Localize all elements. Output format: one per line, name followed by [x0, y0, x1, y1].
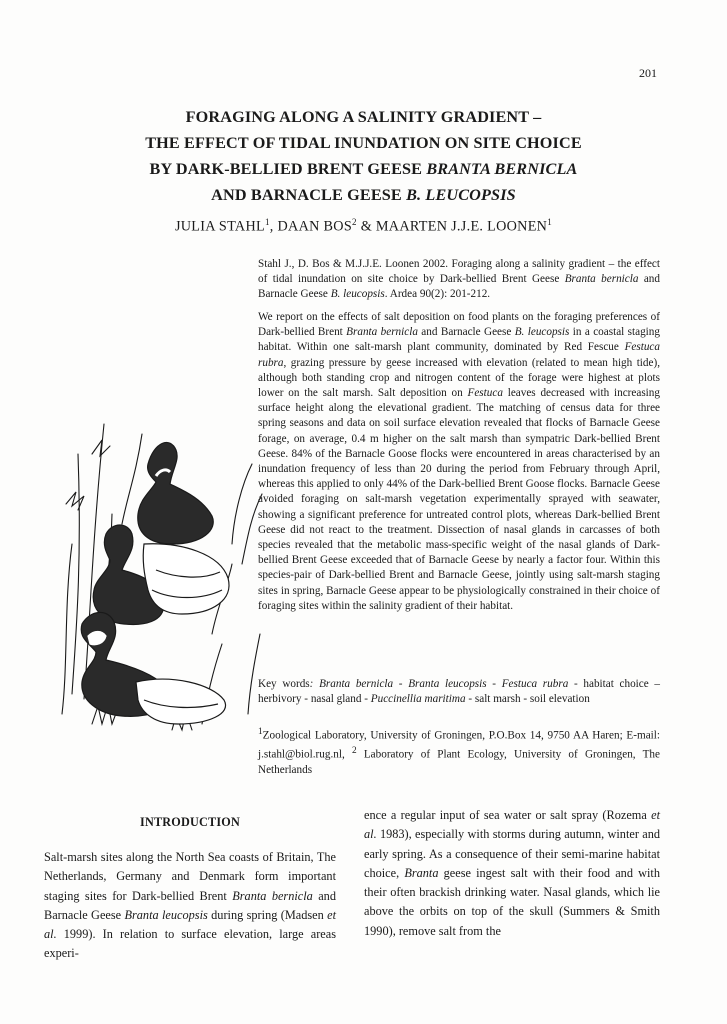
affiliation-marker: 2	[352, 217, 357, 227]
citation-species: B. leucopsis	[330, 288, 385, 301]
intro-text: 1983), especially with storms during autumn, winter and early spring. As a consequence of their semi-marine habitat choice,	[364, 827, 660, 880]
section-heading: INTRODUCTION	[140, 815, 240, 829]
intro-left-column	[44, 848, 336, 964]
title-line-1: FORAGING ALONG A SALINITY GRADIENT –	[185, 108, 542, 126]
intro-right-column	[364, 806, 660, 941]
citation-text: and Barnacle Geese	[258, 273, 660, 301]
keywords-label: Key words	[258, 678, 310, 690]
abstract-text: in a coastal staging habitat. Within one salt-marsh plant community, dominated by Red Fescue	[258, 326, 660, 354]
keywords	[258, 677, 660, 707]
citation	[258, 257, 660, 303]
page-number: 201	[639, 66, 657, 80]
abstract	[258, 310, 660, 614]
affiliation-marker: 1	[258, 727, 263, 737]
keyword-separator: -	[393, 678, 409, 690]
abstract-text: leaves decreased with increasing surface height along the elevational gradient. The matching of census data for three spring seasons and data on soil surface elevation revealed that flocks of Barnacle Geese forage, on average, 0.4 m higher on the salt marsh than sympatric Dark-bellied Brent Geese. 84% of the Barnacle Goose flocks were encountered in areas characterised by an inundation frequency of less than 20 during the period from February through April, whereas this applied to only 44% of the Dark-bellied Brent Goose flocks. Barnacle Geese avoided foraging on salt-marsh vegetation experimentally sprayed with seawater, showing a significant preference for untreated control plots, whereas Dark-bellied Brent Geese did not react to the treatment. Dissection of nasal glands in carcasses of both species revealed that the metabolic mass-specific weight of the nasal glands of Dark-bellied Brent Geese exceeded that of Barnacle Geese by nearly a factor four. Within this species-pair of Dark-bellied Brent and Barnacle Geese, jointly using salt-marsh staging sites in spring, Barnacle Geese appear to be physiologically constrained in their choice of foraging sites within the salinity gradient of their habitat.	[258, 387, 660, 612]
title-line-4	[40, 182, 687, 208]
abstract-text: and Barnacle Geese	[417, 326, 515, 339]
author-name: & MAARTEN J.J.E. LOONEN	[356, 218, 548, 235]
affiliation-text: Laboratory of Plant Ecology, University of Groningen, The Netherlands	[258, 748, 660, 776]
intro-species: Branta leucopsis	[124, 907, 208, 922]
intro-citation-etal: et al.	[44, 907, 337, 942]
abstract-text: We report on the effects of salt deposition on food plants on the foraging preferences of Dark-bellied Brent	[258, 311, 660, 339]
title-text: BY DARK-BELLIED BRENT GEESE	[149, 160, 427, 178]
intro-text: during spring (Madsen	[207, 907, 328, 922]
title-text: AND BARNACLE GEESE	[211, 186, 407, 204]
keyword-text: - salt marsh - soil elevation	[465, 693, 590, 706]
keyword: Puccinellia maritima	[370, 693, 466, 706]
intro-text: ence a regular input of sea water or salt spray (Rozema	[364, 808, 652, 822]
intro-text: and Barnacle Geese	[44, 888, 336, 922]
abstract-species: B. leucopsis	[514, 326, 570, 339]
affiliation-marker: 1	[547, 217, 553, 227]
abstract-species: Branta bernicla	[346, 326, 418, 339]
keyword: Festuca rubra	[501, 678, 569, 690]
keyword: Branta bernicla	[319, 678, 394, 690]
intro-text: geese ingest salt with their food and with their often brackish drinking water. Nasal glands, which lie above the orbits on top of the skull (Summers & Smith 1990), remove salt from the	[364, 865, 660, 938]
article-title	[40, 104, 687, 208]
affiliation-marker: 2	[351, 745, 357, 756]
keyword: Branta leucopsis	[408, 678, 487, 690]
author-name: JULIA STAHL	[174, 218, 265, 235]
keywords-separator: :	[309, 678, 320, 690]
keyword-separator: -	[486, 678, 502, 690]
author-name: , DAAN BOS	[269, 218, 353, 235]
citation-text: . Ardea 90(2): 201-212.	[384, 288, 491, 301]
affiliation-text: Zoological Laboratory, University of Groningen, P.O.Box 14, 9750 AA Haren; E-mail: j.stahl@biol.rug.nl,	[258, 729, 660, 761]
keyword-text: - habitat choice – herbivory - nasal gland -	[258, 678, 660, 706]
title-species-name: B. LEUCOPSIS	[406, 186, 516, 204]
intro-text: Salt-marsh sites along the North Sea coasts of Britain, The Netherlands, Germany and Denmark form important staging sites for Dark-bellied Brent	[44, 850, 336, 903]
affiliations	[258, 725, 660, 778]
abstract-species: Festuca	[467, 387, 503, 400]
intro-species: Branta	[404, 865, 439, 880]
intro-text: 1999). In relation to surface elevation, large areas experi-	[44, 927, 336, 961]
title-species-name: BRANTA BERNICLA	[426, 160, 578, 178]
citation-text: Stahl J., D. Bos & M.J.J.E. Loonen 2002. Foraging along a salinity gradient – the effect of tidal inundation on site choice by Dark-bellied Brent Geese	[258, 258, 660, 286]
abstract-species: Festuca rubra	[258, 341, 660, 369]
intro-citation-etal: et al.	[364, 808, 660, 842]
intro-species: Branta bernicla	[232, 888, 313, 903]
author-list	[40, 217, 687, 236]
title-line-2: THE EFFECT OF TIDAL INUNDATION ON SITE CHOICE	[145, 134, 582, 152]
title-line-3	[40, 156, 687, 182]
affiliation-marker: 1	[264, 217, 270, 227]
geese-illustration	[52, 394, 264, 734]
citation-species: Branta bernicla	[564, 273, 639, 286]
abstract-text: , grazing pressure by geese increased with elevation (related to mean high tide), although both standing crop and nitrogen content of the forage were highest at plots lower on the salt marsh. Salt deposition on	[258, 356, 660, 400]
